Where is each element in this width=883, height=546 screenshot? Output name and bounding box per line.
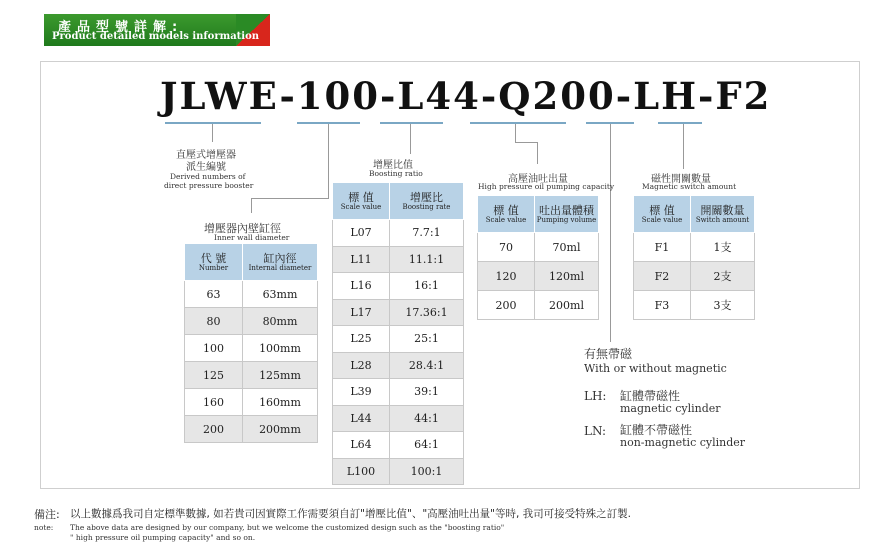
switch-label-en: Magnetic switch amount <box>642 182 737 191</box>
boosting-ratio-table <box>332 182 464 485</box>
segment-underline <box>380 122 443 124</box>
connector <box>515 124 516 142</box>
connector <box>537 142 538 164</box>
table-header: 標 值 Scale value <box>478 196 535 233</box>
ratio-label-cn: 增壓比值 <box>373 160 413 171</box>
banner-title-en: Product detailed models information <box>52 31 260 42</box>
table-row: 63 63mm <box>185 281 318 308</box>
table-row: 160 160mm <box>185 389 318 416</box>
table-row: L44 44:1 <box>333 405 464 432</box>
table-header: 吐出量體積 Pumping volume <box>535 196 599 233</box>
table-header: 缸內徑 Internal diameter <box>243 244 318 281</box>
table-row: 120 120ml <box>478 262 599 291</box>
magnetic-label-cn: 有無帶磁 <box>584 347 633 361</box>
table-row: 200 200ml <box>478 291 599 320</box>
table-row: 200 200mm <box>185 416 318 443</box>
segment-underline <box>470 122 566 124</box>
derived-label-en2: direct pressure booster <box>164 181 254 190</box>
ln-code: LN: <box>584 424 607 438</box>
magnetic-label-en: With or without magnetic <box>584 362 727 375</box>
table-header: 標 值 Scale value <box>634 196 691 233</box>
connector <box>251 198 329 199</box>
lh-label-cn: 缸體帶磁性 <box>620 389 681 403</box>
table-header: 標 值 Scale value <box>333 183 390 220</box>
table-row: F3 3支 <box>634 291 755 320</box>
inner-label-en: Inner wall diameter <box>214 233 290 242</box>
table-row: L17 17.36:1 <box>333 299 464 326</box>
derived-label-cn1: 直壓式增壓器 <box>176 150 236 161</box>
connector <box>610 124 611 342</box>
table-header: 增壓比 Boosting rate <box>390 183 464 220</box>
connector <box>251 198 252 213</box>
table-row: 70 70ml <box>478 233 599 262</box>
ln-label-en: non-magnetic cylinder <box>620 436 746 449</box>
table-row: L100 100:1 <box>333 458 464 485</box>
connector <box>212 124 213 142</box>
connector <box>328 124 329 199</box>
table-row: L11 11.1:1 <box>333 246 464 273</box>
table-row: L25 25:1 <box>333 326 464 353</box>
lh-label-en: magnetic cylinder <box>620 402 721 415</box>
inner-label-cn: 增壓器內壁缸徑 <box>204 222 281 235</box>
inner-diameter-table <box>184 243 318 443</box>
oil-volume-table <box>477 195 599 320</box>
table-row: L16 16:1 <box>333 273 464 300</box>
lh-code: LH: <box>584 389 607 403</box>
note-label-cn: 備注: <box>34 508 60 521</box>
ln-label-cn: 缸體不帶磁性 <box>620 423 693 437</box>
note-text-en2: " high pressure oil pumping capacity" and so on. <box>70 533 256 542</box>
table-row: F1 1支 <box>634 233 755 262</box>
derived-label-en1: Derived numbers of <box>170 172 246 181</box>
note-label-en: note: <box>34 523 54 532</box>
ratio-label-en: Boosting ratio <box>369 169 423 178</box>
table-row: 80 80mm <box>185 308 318 335</box>
switch-label-cn: 磁性開關數量 <box>651 174 711 185</box>
note-text-en1: The above data are designed by our company, but we welcome the customized design such as the "boosting ratio" <box>70 523 505 532</box>
switch-amount-table <box>633 195 755 320</box>
table-row: L28 28.4:1 <box>333 352 464 379</box>
table-row: L07 7.7:1 <box>333 220 464 247</box>
model-code: JLWE-100-L44-Q200-LH-F2 <box>160 74 772 118</box>
table-header: 開關數量 Switch amount <box>691 196 755 233</box>
segment-underline <box>658 122 702 124</box>
oil-label-cn: 高壓油吐出量 <box>508 174 568 185</box>
segment-underline <box>165 122 261 124</box>
table-row: 100 100mm <box>185 335 318 362</box>
banner-title-cn: 產品型號詳解: <box>58 20 184 35</box>
table-header: 代 號 Number <box>185 244 243 281</box>
table-row: L39 39:1 <box>333 379 464 406</box>
connector <box>410 124 411 154</box>
connector <box>683 124 684 169</box>
table-row: 125 125mm <box>185 362 318 389</box>
connector <box>515 142 537 143</box>
derived-label-cn2: 派生編號 <box>186 162 226 173</box>
table-row: F2 2支 <box>634 262 755 291</box>
oil-label-en: High pressure oil pumping capacity <box>478 182 615 191</box>
table-row: L64 64:1 <box>333 432 464 459</box>
header-banner <box>44 14 270 46</box>
note-text-cn: 以上數據爲我司自定標準數據, 如若貴司因實際工作需要須自訂"增壓比值"、"高壓油吐出量"等時, 我司可接受特殊之訂製. <box>70 508 632 520</box>
